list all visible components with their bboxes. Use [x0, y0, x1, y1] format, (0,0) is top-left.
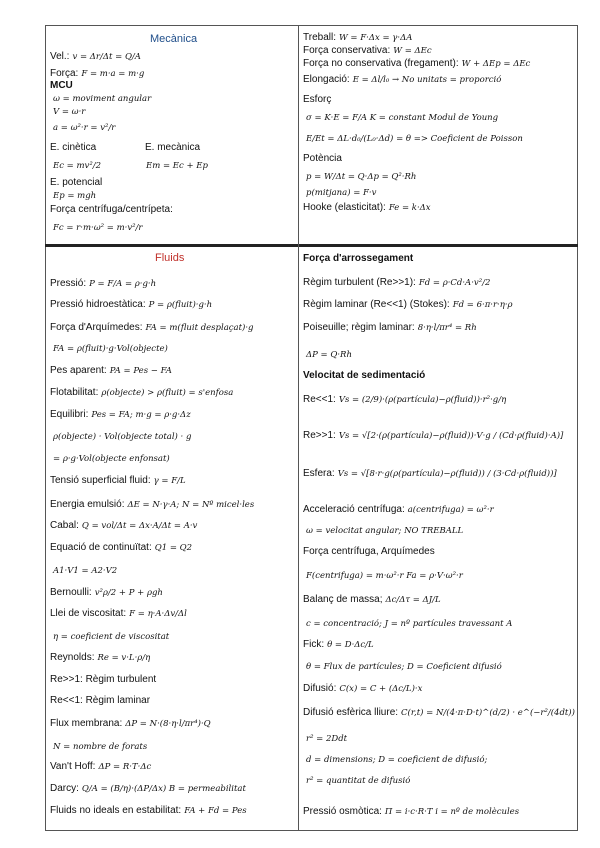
formula-line: Ep = mgh — [53, 191, 97, 201]
line-label: Pes aparent: — [50, 365, 107, 376]
formula-line — [50, 409, 191, 421]
formula-line — [50, 278, 156, 290]
formula-line — [303, 525, 463, 537]
formula-line — [303, 546, 438, 558]
formula-line: Fc = r·m·ω² = m·v²/r — [53, 223, 143, 233]
line-formula: FA = m(fluit desplaçat)·g — [145, 323, 254, 333]
line-label: Equació de continuïtat: — [50, 542, 152, 553]
line-label: Flux membrana: — [50, 718, 123, 729]
label: Esforç — [303, 94, 332, 105]
formula-line — [303, 806, 519, 818]
line-formula: A1·V1 = A2·V2 — [53, 566, 118, 576]
line-formula: F(centrifuga) = m·ω²·r Fa = ρ·V·ω²·r — [306, 571, 463, 581]
formula-line — [303, 775, 410, 787]
line-formula: ω = velocitat angular; NO TREBALL — [306, 526, 464, 536]
line-formula: Vs = (2/9)·(ρ(partícula)−ρ(fluid))·r²·g/η — [338, 395, 507, 405]
label: Força centrífuga/centrípeta: — [50, 204, 173, 215]
line-formula: N = nombre de forats — [53, 742, 148, 752]
line-formula: d = dimensions; D = coeficient de difusió; — [306, 755, 488, 765]
line-label: Re>>1: Règim turbulent — [50, 674, 157, 685]
line-label: Llei de viscositat: — [50, 608, 127, 619]
line-formula: = ρ·g·Vol(objecte enfonsat) — [53, 454, 170, 464]
line-formula: Q1 = Q2 — [154, 543, 193, 553]
line-label: Tensió superficial fluid: — [50, 475, 151, 486]
line-label: Règim laminar (Re<<1) (Stokes): — [303, 299, 450, 310]
line-label: Reynolds: — [50, 652, 95, 663]
formula-line — [303, 299, 513, 311]
line-label: Difusió: — [303, 683, 337, 694]
line-label: Pressió hidroestàtica: — [50, 299, 146, 310]
formula-line: Ec = mv²/2 — [53, 161, 102, 171]
formula-line: σ = K·E = F/A K = constant Modul de Young — [306, 113, 499, 123]
line-label: Darcy: — [50, 783, 79, 794]
line-formula: Pes = FA; m·g = ρ·g·Δz — [91, 410, 191, 420]
line-label: Re>>1: — [303, 430, 336, 441]
line-formula: P = ρ(fluit)·g·h — [148, 300, 213, 310]
line-formula: FA = ρ(fluit)·g·Vol(objecte) — [53, 344, 168, 354]
line-label: Pressió: — [50, 278, 87, 289]
line-label: Força d'arrossegament — [303, 253, 414, 264]
line-formula: ΔP = R·T·Δc — [98, 762, 152, 772]
line-formula: η = coeficient de viscositat — [53, 632, 170, 642]
formula-line — [303, 618, 512, 630]
column-divider — [298, 25, 299, 831]
line-formula: Π = i·c·R·T i = nº de molècules — [384, 807, 520, 817]
line-formula: P = F/A = ρ·g·h — [89, 279, 157, 289]
formula-line: Força no conservativa (fregament): W + ΔEp = ΔEc — [303, 58, 531, 69]
formula-line — [50, 475, 186, 487]
line-label: Fick: — [303, 639, 325, 650]
formula-line — [50, 387, 233, 399]
formula-line — [303, 349, 352, 361]
formula-line — [303, 754, 487, 766]
formula-line: Vel.: v = Δr/Δt = Q/A — [50, 51, 141, 62]
formula-line — [50, 674, 159, 686]
line-label: Força d'Arquímedes: — [50, 322, 143, 333]
formula-line — [303, 253, 416, 265]
formula-line — [50, 718, 211, 730]
line-formula: θ = Flux de partícules; D = Coeficient difusió — [306, 662, 502, 672]
line-label: Bernoulli: — [50, 587, 92, 598]
formula-line — [50, 299, 212, 311]
formula-line — [303, 639, 374, 651]
line-label: Van't Hoff: — [50, 761, 96, 772]
line-formula: a(centrifuga) = ω²·r — [407, 505, 494, 515]
formula-line: p(mitjana) = F·v — [306, 188, 377, 198]
line-label: Fluids no ideals en estabilitat: — [50, 805, 182, 816]
line-label: Flotabilitat: — [50, 387, 99, 398]
line-label: Acceleració centrífuga: — [303, 504, 405, 515]
line-formula: Fd = ρ·Cd·A·v²/2 — [418, 278, 491, 288]
line-label: Esfera: — [303, 468, 335, 479]
formula-line — [303, 733, 347, 745]
section-title-fluids: Fluids — [155, 252, 185, 264]
label: E. cinètica — [50, 142, 97, 153]
line-formula: Vs = √[8·r·g(ρ(partícula)−ρ(fluid)) / (3·Cd·ρ(fluid))] — [337, 469, 557, 479]
line-formula: C(x) = C + (Δc/L)·x — [339, 684, 423, 694]
line-formula: FA + Fd = Pes — [184, 806, 247, 816]
formula-line — [303, 394, 506, 406]
formula-line: Força conservativa: W = ΔEc — [303, 45, 432, 56]
formula-line — [50, 783, 246, 795]
line-formula: F = η·A·Δv/Δl — [129, 609, 187, 619]
formula-line — [50, 453, 170, 465]
formula-line — [50, 652, 150, 664]
line-formula: C(r,t) = N/(4·π·D·t)^(d/2) · e^(−r²/(4dt)) — [401, 708, 575, 718]
formula-line — [303, 707, 575, 719]
line-formula: r² = quantitat de difusió — [306, 776, 411, 786]
formula-line — [303, 468, 557, 480]
formula-line: Treball: W = F·Δx = γ·ΔA — [303, 32, 413, 43]
formula-line — [303, 322, 477, 334]
line-formula: Fd = 6·π·r·η·ρ — [452, 300, 513, 310]
line-formula: ΔE = N·γ·A; N = Nº micel·les — [127, 500, 255, 510]
line-formula: c = concentració; J = nº partícules travessant A — [306, 619, 513, 629]
line-label: Re<<1: — [303, 394, 336, 405]
formula-line — [50, 565, 117, 577]
line-formula: PA = Pes − FA — [109, 366, 172, 376]
formula-line: Hooke (elasticitat): Fe = k·Δx — [303, 202, 431, 213]
formula-line — [303, 661, 502, 673]
line-formula: r² = 2Ddt — [306, 734, 348, 744]
line-label: Velocitat de sedimentació — [303, 370, 426, 381]
line-label: Cabal: — [50, 520, 79, 531]
formula-line: a = ω²·r = v²/r — [53, 123, 116, 133]
line-label: Re<<1: Règim laminar — [50, 695, 151, 706]
formula-line — [303, 570, 463, 582]
formula-line — [50, 741, 147, 753]
line-formula: 8·η·l/πr⁴ = Rh — [417, 323, 477, 333]
formula-line: V = ω·r — [53, 107, 86, 117]
formula-line — [303, 430, 563, 442]
formula-line — [303, 504, 494, 516]
line-formula: Q = vol/Δt = Δx·A/Δt = A·v — [81, 521, 198, 531]
line-label: Pressió osmòtica: — [303, 806, 382, 817]
line-label: Balanç de massa; — [303, 594, 383, 605]
line-formula: Q/A = (B/η)·(ΔP/Δx) B = permeabilitat — [81, 784, 246, 794]
formula-line — [303, 370, 428, 382]
formula-line — [50, 587, 163, 599]
formula-line: E/Et = ΔL·d₀/(L₀·Δd) = θ => Coeficient de Poisson — [306, 134, 523, 144]
formula-line — [50, 631, 169, 643]
label: E. mecànica — [145, 142, 201, 153]
formula-line — [303, 277, 490, 289]
formula-line: p = W/Δt = Q·Δp = Q²·Rh — [306, 172, 417, 182]
formula-line — [303, 594, 441, 606]
line-formula: θ = D·Δc/L — [327, 640, 374, 650]
formula-line: Elongació: E = Δl/l₀ → No unitats = proporció — [303, 74, 502, 85]
line-label: Energia emulsió: — [50, 499, 125, 510]
line-formula: v²ρ/2 + P + ρgh — [94, 588, 163, 598]
line-label: Difusió esfèrica lliure: — [303, 707, 399, 718]
formula-line — [50, 343, 168, 355]
line-formula: ΔP = Q·Rh — [306, 350, 352, 360]
line-label: Força centrífuga, Arquímedes — [303, 546, 435, 557]
formula-line: Em = Ec + Ep — [146, 161, 208, 171]
formula-line: Força: F = m·a = m·g — [50, 68, 145, 79]
subheading: MCU — [50, 80, 73, 91]
formula-line — [50, 805, 247, 817]
line-label: Poiseuille; règim laminar: — [303, 322, 415, 333]
formula-line — [50, 365, 172, 377]
section-title-mecanica: Mecànica — [150, 33, 198, 45]
line-label: Règim turbulent (Re>>1): — [303, 277, 416, 288]
line-formula: Re = v·L·ρ/η — [97, 653, 151, 663]
formula-line — [50, 695, 153, 707]
line-formula: Δc/Δτ = ΔJ/L — [385, 595, 441, 605]
label: Potència — [303, 153, 342, 164]
formula-line — [50, 520, 197, 532]
formula-line — [50, 431, 191, 443]
formula-line: ω = moviment angular — [53, 94, 152, 104]
line-formula: ΔP = N·(8·η·l/πr⁴)·Q — [125, 719, 211, 729]
formula-line — [50, 761, 151, 773]
line-formula: ρ(objecte) · Vol(objecte total) · g — [53, 432, 192, 442]
line-label: Equilibri: — [50, 409, 89, 420]
formula-line — [50, 542, 192, 554]
label: E. potencial — [50, 177, 103, 188]
line-formula: ρ(objecte) > ρ(fluit) = s'enfosa — [101, 388, 234, 398]
line-formula: γ = F/L — [153, 476, 186, 486]
formula-line — [50, 608, 187, 620]
section-divider — [45, 244, 578, 247]
formula-line — [303, 683, 422, 695]
formula-line — [50, 322, 253, 334]
line-formula: Vs = √[2·(ρ(partícula)−ρ(fluid))·V·g / (Cd·ρ(fluid)·A)] — [338, 431, 564, 441]
formula-line — [50, 499, 254, 511]
